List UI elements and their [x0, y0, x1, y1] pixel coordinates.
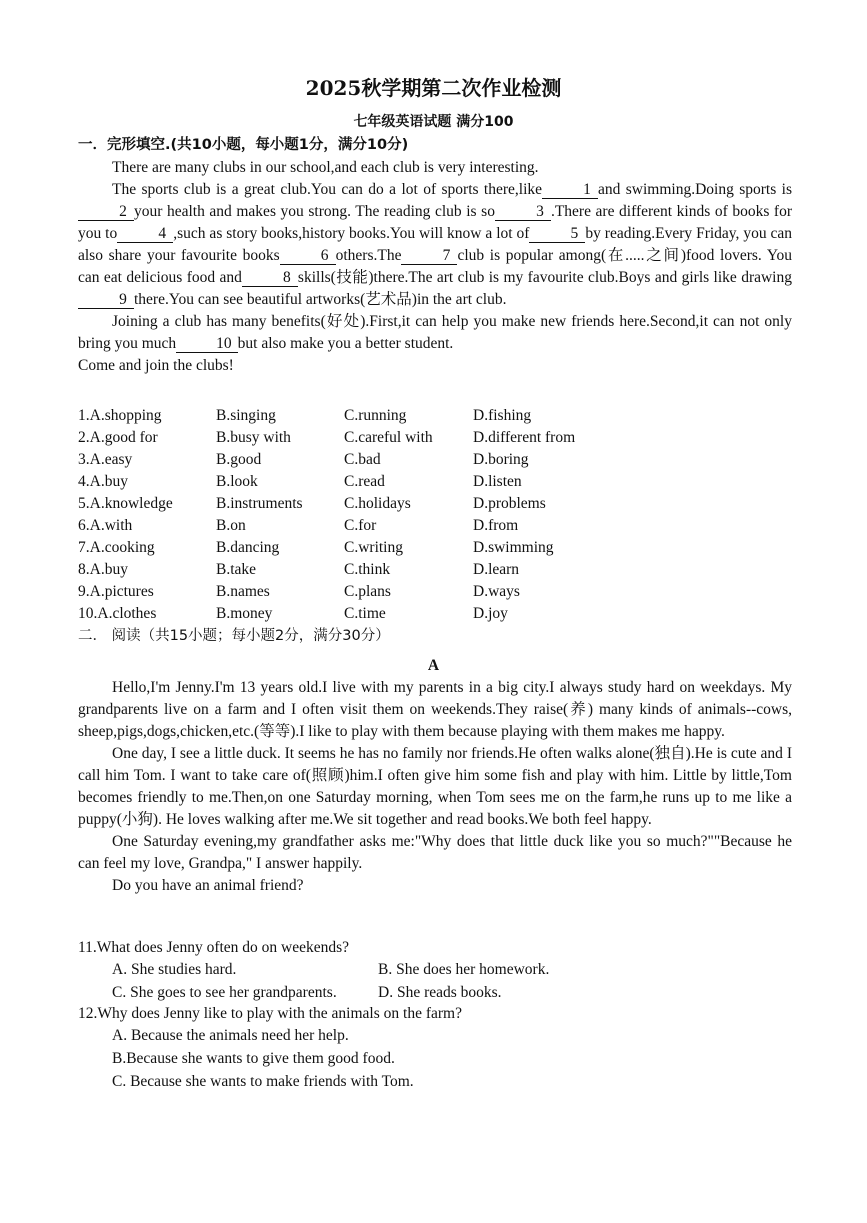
option-6b: B.on	[216, 517, 246, 534]
question-12-stem: 12.Why does Jenny like to play with the animals on the farm?	[78, 1005, 462, 1022]
option-row-2	[78, 427, 798, 449]
option-8d: D.learn	[473, 561, 520, 578]
option-2b: B.busy with	[216, 429, 291, 446]
option-8a: 8.A.buy	[78, 561, 128, 578]
question-11	[78, 937, 798, 1005]
blank-10: 10	[176, 335, 238, 353]
option-row-8	[78, 559, 798, 581]
option-row-1	[78, 405, 798, 427]
option-5a: 5.A.knowledge	[78, 495, 173, 512]
option-row-6	[78, 515, 798, 537]
option-8b: B.take	[216, 561, 257, 578]
question-12-option-a: A. Because the animals need her help.	[112, 1027, 349, 1044]
blank-5: 5	[529, 225, 585, 243]
blank-1: 1	[542, 181, 598, 199]
option-7c: C.writing	[344, 539, 403, 556]
option-4a: 4.A.buy	[78, 473, 128, 490]
passage-label: A	[427, 657, 440, 674]
question-11-row-2	[78, 982, 798, 1005]
option-4b: B.look	[216, 473, 258, 490]
option-9d: D.ways	[473, 583, 520, 600]
option-1a: 1.A.shopping	[78, 407, 162, 424]
exam-title: 2025秋学期第二次作业检测	[305, 76, 562, 100]
option-5d: D.problems	[473, 495, 546, 512]
option-9a: 9.A.pictures	[78, 583, 154, 600]
cloze-paragraph-1: There are many clubs in our school,and each club is very interesting.	[112, 159, 539, 176]
option-7b: B.dancing	[216, 539, 280, 556]
option-3c: C.bad	[344, 451, 381, 468]
option-5b: B.instruments	[216, 495, 303, 512]
option-10b: B.money	[216, 605, 273, 622]
reading-passage	[78, 677, 792, 897]
option-10d: D.joy	[473, 605, 508, 622]
option-1d: D.fishing	[473, 407, 532, 424]
option-row-5	[78, 493, 798, 515]
option-3a: 3.A.easy	[78, 451, 133, 468]
option-10c: C.time	[344, 605, 386, 622]
blank-6: 6	[280, 247, 336, 265]
option-row-3	[78, 449, 798, 471]
option-3d: D.boring	[473, 451, 529, 468]
blank-8: 8	[242, 269, 298, 287]
question-12	[78, 1003, 798, 1094]
option-4d: D.listen	[473, 473, 522, 490]
option-row-4	[78, 471, 798, 493]
cloze-paragraph-4: Come and join the clubs!	[78, 357, 234, 374]
cloze-paragraph-3: Joining a club has many benefits(好处).First,it can help you make new friends here.Second,it can not only bring you much 10 but also make you a better student.	[78, 313, 792, 352]
cloze-paragraph-2: The sports club is a great club.You can do a lot of sports there,like 1 and swimming.Doing sports is2 your health and makes you strong. The reading club is so 3 .There are different kinds of books for you to 4 ,such as story books,history books.You will know a lot of 5 by reading.Every Friday, you can also share your favourite books 6 others.The 7 club is popular among(在.....之间)food lovers. You can eat delicious food and 8 skills(技能)there.The art club is my favourite club.Boys and girls like drawing9 there.You can see beautiful artworks(艺术品)in the art club.	[78, 181, 793, 308]
reading-paragraph-1: Hello,I'm Jenny.I'm 13 years old.I live with my parents in a big city.I always study hard on weekdays. My grandparents live on a farm and I often visit them on weekends.They raise(养) many kinds of animals--cows, sheep,pigs,dogs,chicken,etc.(等等).I like to play with them because playing with them makes me happy.	[78, 679, 792, 740]
option-8c: C.think	[344, 561, 391, 578]
question-11-option-d: D. She reads books.	[378, 984, 502, 1001]
question-11-option-b: B. She does her homework.	[378, 961, 550, 978]
option-9b: B.names	[216, 583, 270, 600]
option-5c: C.holidays	[344, 495, 411, 512]
option-1b: B.singing	[216, 407, 276, 424]
question-11-option-c: C. She goes to see her grandparents.	[112, 984, 337, 1001]
option-7a: 7.A.cooking	[78, 539, 155, 556]
option-6a: 6.A.with	[78, 517, 133, 534]
blank-2: 2	[78, 203, 134, 221]
question-11-option-a: A. She studies hard.	[112, 961, 237, 978]
cloze-options	[78, 405, 798, 625]
blank-3: 3	[495, 203, 551, 221]
option-2d: D.different from	[473, 429, 576, 446]
option-7d: D.swimming	[473, 539, 554, 556]
option-row-7	[78, 537, 798, 559]
blank-4: 4	[117, 225, 173, 243]
cloze-passage	[78, 157, 792, 377]
option-9c: C.plans	[344, 583, 391, 600]
section2-heading: 二． 阅读（共15小题；每小题2分，满分30分）	[78, 628, 390, 644]
reading-paragraph-4: Do you have an animal friend?	[112, 877, 304, 894]
blank-9: 9	[78, 291, 134, 309]
option-1c: C.running	[344, 407, 407, 424]
option-4c: C.read	[344, 473, 385, 490]
question-12-option-b: B.Because she wants to give them good food.	[112, 1050, 395, 1067]
option-10a: 10.A.clothes	[78, 605, 157, 622]
question-11-stem: 11.What does Jenny often do on weekends?	[78, 939, 350, 956]
exam-subtitle: 七年级英语试题 满分100	[353, 114, 514, 130]
reading-paragraph-3: One Saturday evening,my grandfather asks me:"Why does that little duck like you so much?""Because he can feel my love, Grandpa," I answer happily.	[78, 833, 792, 872]
option-6d: D.from	[473, 517, 519, 534]
blank-7: 7	[401, 247, 457, 265]
option-row-9	[78, 581, 798, 603]
option-3b: B.good	[216, 451, 262, 468]
question-12-option-c: C. Because she wants to make friends with Tom.	[112, 1073, 414, 1090]
question-11-row-1	[78, 959, 798, 982]
option-6c: C.for	[344, 517, 377, 534]
option-row-10	[78, 603, 798, 625]
section1-heading: 一．完形填空.(共10小题，每小题1分，满分10分)	[78, 137, 409, 153]
reading-paragraph-2: One day, I see a little duck. It seems he has no family nor friends.He often walks alone(独自).He is cute and I call him Tom. I want to take care of(照顾)him.I often give him some fish and play with him. Little by little,Tom becomes friendly to me.Then,on one Saturday morning, when Tom sees me on the farm,he runs up to me like a puppy(小狗). He loves walking after me.We sit together and read books.We both feel happy.	[78, 745, 792, 828]
option-2c: C.careful with	[344, 429, 433, 446]
option-2a: 2.A.good for	[78, 429, 158, 446]
